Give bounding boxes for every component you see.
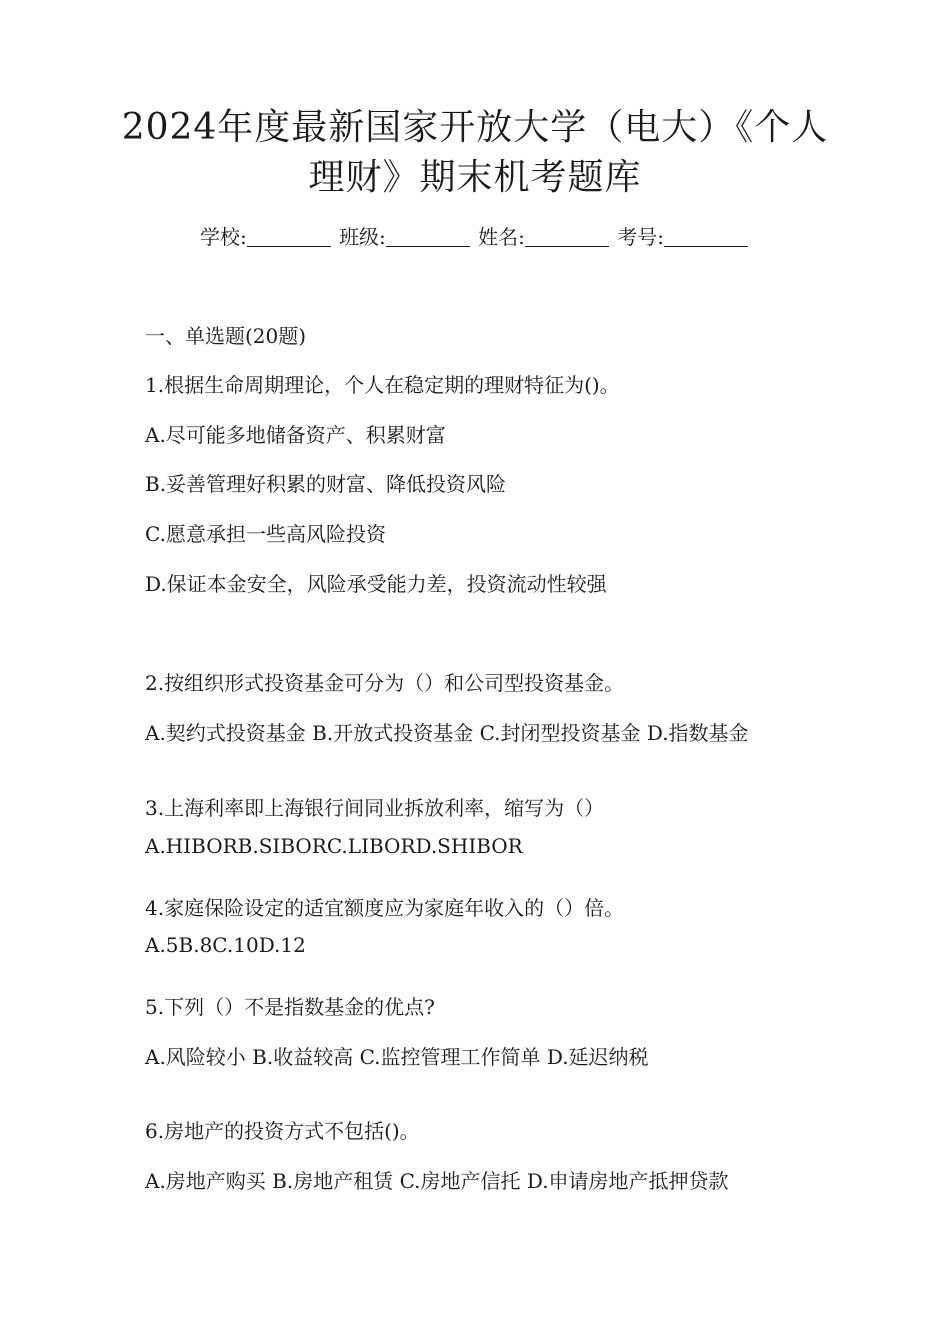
name-label: 姓名: <box>478 225 525 249</box>
exam-number-label: 考号: <box>617 225 665 249</box>
question-option: A.尽可能多地储备资产、积累财富 <box>145 423 446 447</box>
school-blank[interactable] <box>247 226 331 247</box>
page-title-line-1: 2024年度最新国家开放大学（电大）《个人 <box>121 107 829 148</box>
question-option: A.房地产购买 B.房地产租赁 C.房地产信托 D.申请房地产抵押贷款 <box>145 1169 729 1193</box>
question-stem: 5.下列（）不是指数基金的优点? <box>145 995 435 1019</box>
question-stem: 6.房地产的投资方式不包括()。 <box>145 1119 420 1143</box>
class-blank[interactable] <box>386 226 470 247</box>
class-label: 班级: <box>339 225 386 249</box>
question-option: A.5B.8C.10D.12 <box>145 933 306 957</box>
question-option: C.愿意承担一些高风险投资 <box>145 522 386 546</box>
student-info-row <box>0 222 950 252</box>
page-title-line-2: 理财》期末机考题库 <box>308 157 642 198</box>
question-option: A.契约式投资基金 B.开放式投资基金 C.封闭型投资基金 D.指数基金 <box>145 721 749 745</box>
question-option: A.HIBORB.SIBORC.LIBORD.SHIBOR <box>145 834 523 858</box>
question-option: A.风险较小 B.收益较高 C.监控管理工作简单 D.延迟纳税 <box>145 1045 649 1069</box>
question-stem: 1.根据生命周期理论，个人在稳定期的理财特征为()。 <box>145 373 620 397</box>
question-stem: 2.按组织形式投资基金可分为（）和公司型投资基金。 <box>145 671 625 695</box>
school-label: 学校: <box>199 225 247 249</box>
question-stem: 4.家庭保险设定的适宜额度应为家庭年收入的（）倍。 <box>145 896 625 920</box>
question-option: D.保证本金安全，风险承受能力差，投资流动性较强 <box>145 572 607 596</box>
question-stem: 3.上海利率即上海银行间同业拆放利率，缩写为（） <box>145 796 605 820</box>
exam-number-blank[interactable] <box>664 226 748 247</box>
section-heading: 一、单选题(20题) <box>145 324 307 348</box>
name-blank[interactable] <box>525 226 609 247</box>
question-option: B.妥善管理好积累的财富、降低投资风险 <box>145 472 507 496</box>
